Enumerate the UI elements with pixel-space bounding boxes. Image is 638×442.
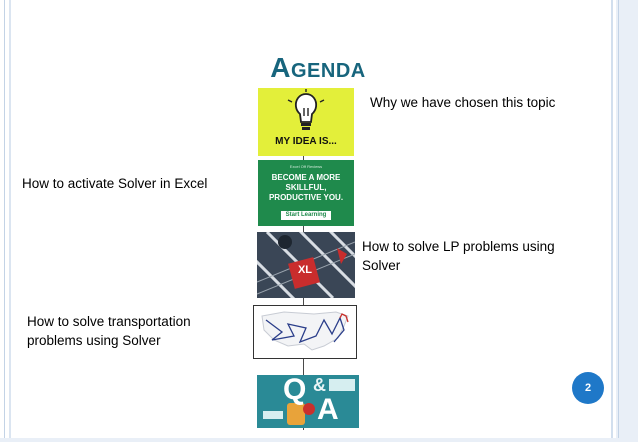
agenda-item-lp-problems: How to solve LP problems using Solver: [362, 239, 555, 273]
agenda-item-transportation: How to solve transportation problems using Solver: [27, 314, 191, 348]
q-and-a-icon: [257, 375, 359, 428]
excel-badge-text: XL: [297, 264, 313, 276]
banner-top-text: Excel Off Reviews: [289, 164, 323, 169]
slide-border-right-line: [618, 0, 619, 442]
qa-q-letter: Q: [283, 375, 307, 406]
agenda-item-activate-solver: How to activate Solver in Excel: [22, 176, 208, 191]
slide-border-right-band: [616, 0, 638, 442]
slide-title: Agenda: [270, 52, 366, 83]
agenda-item-why-topic: Why we have chosen this topic: [370, 95, 556, 110]
slide-border-left-inner: [9, 0, 11, 442]
banner-main-text: BECOME A MORE SKILLFUL, PRODUCTIVE YOU.: [268, 173, 344, 202]
qa-amp: &: [313, 375, 326, 395]
page-number-badge: 2: [572, 372, 604, 404]
q-and-a-drawing: [257, 375, 359, 428]
idea-caption: MY IDEA IS...: [275, 136, 337, 147]
slide-border-left: [4, 0, 5, 442]
us-route-map-icon: [253, 305, 357, 359]
lightbulb-idea-icon: [258, 88, 354, 156]
excel-workspace-icon: [257, 232, 355, 298]
us-route-map-drawing: [254, 306, 356, 358]
skillful-banner-icon: [258, 160, 354, 226]
qa-a-letter: A: [317, 393, 339, 426]
slide-border-bottom: [0, 438, 638, 442]
banner-start-learning-button: Start Learning: [281, 211, 331, 220]
slide-border-right: [611, 0, 613, 442]
